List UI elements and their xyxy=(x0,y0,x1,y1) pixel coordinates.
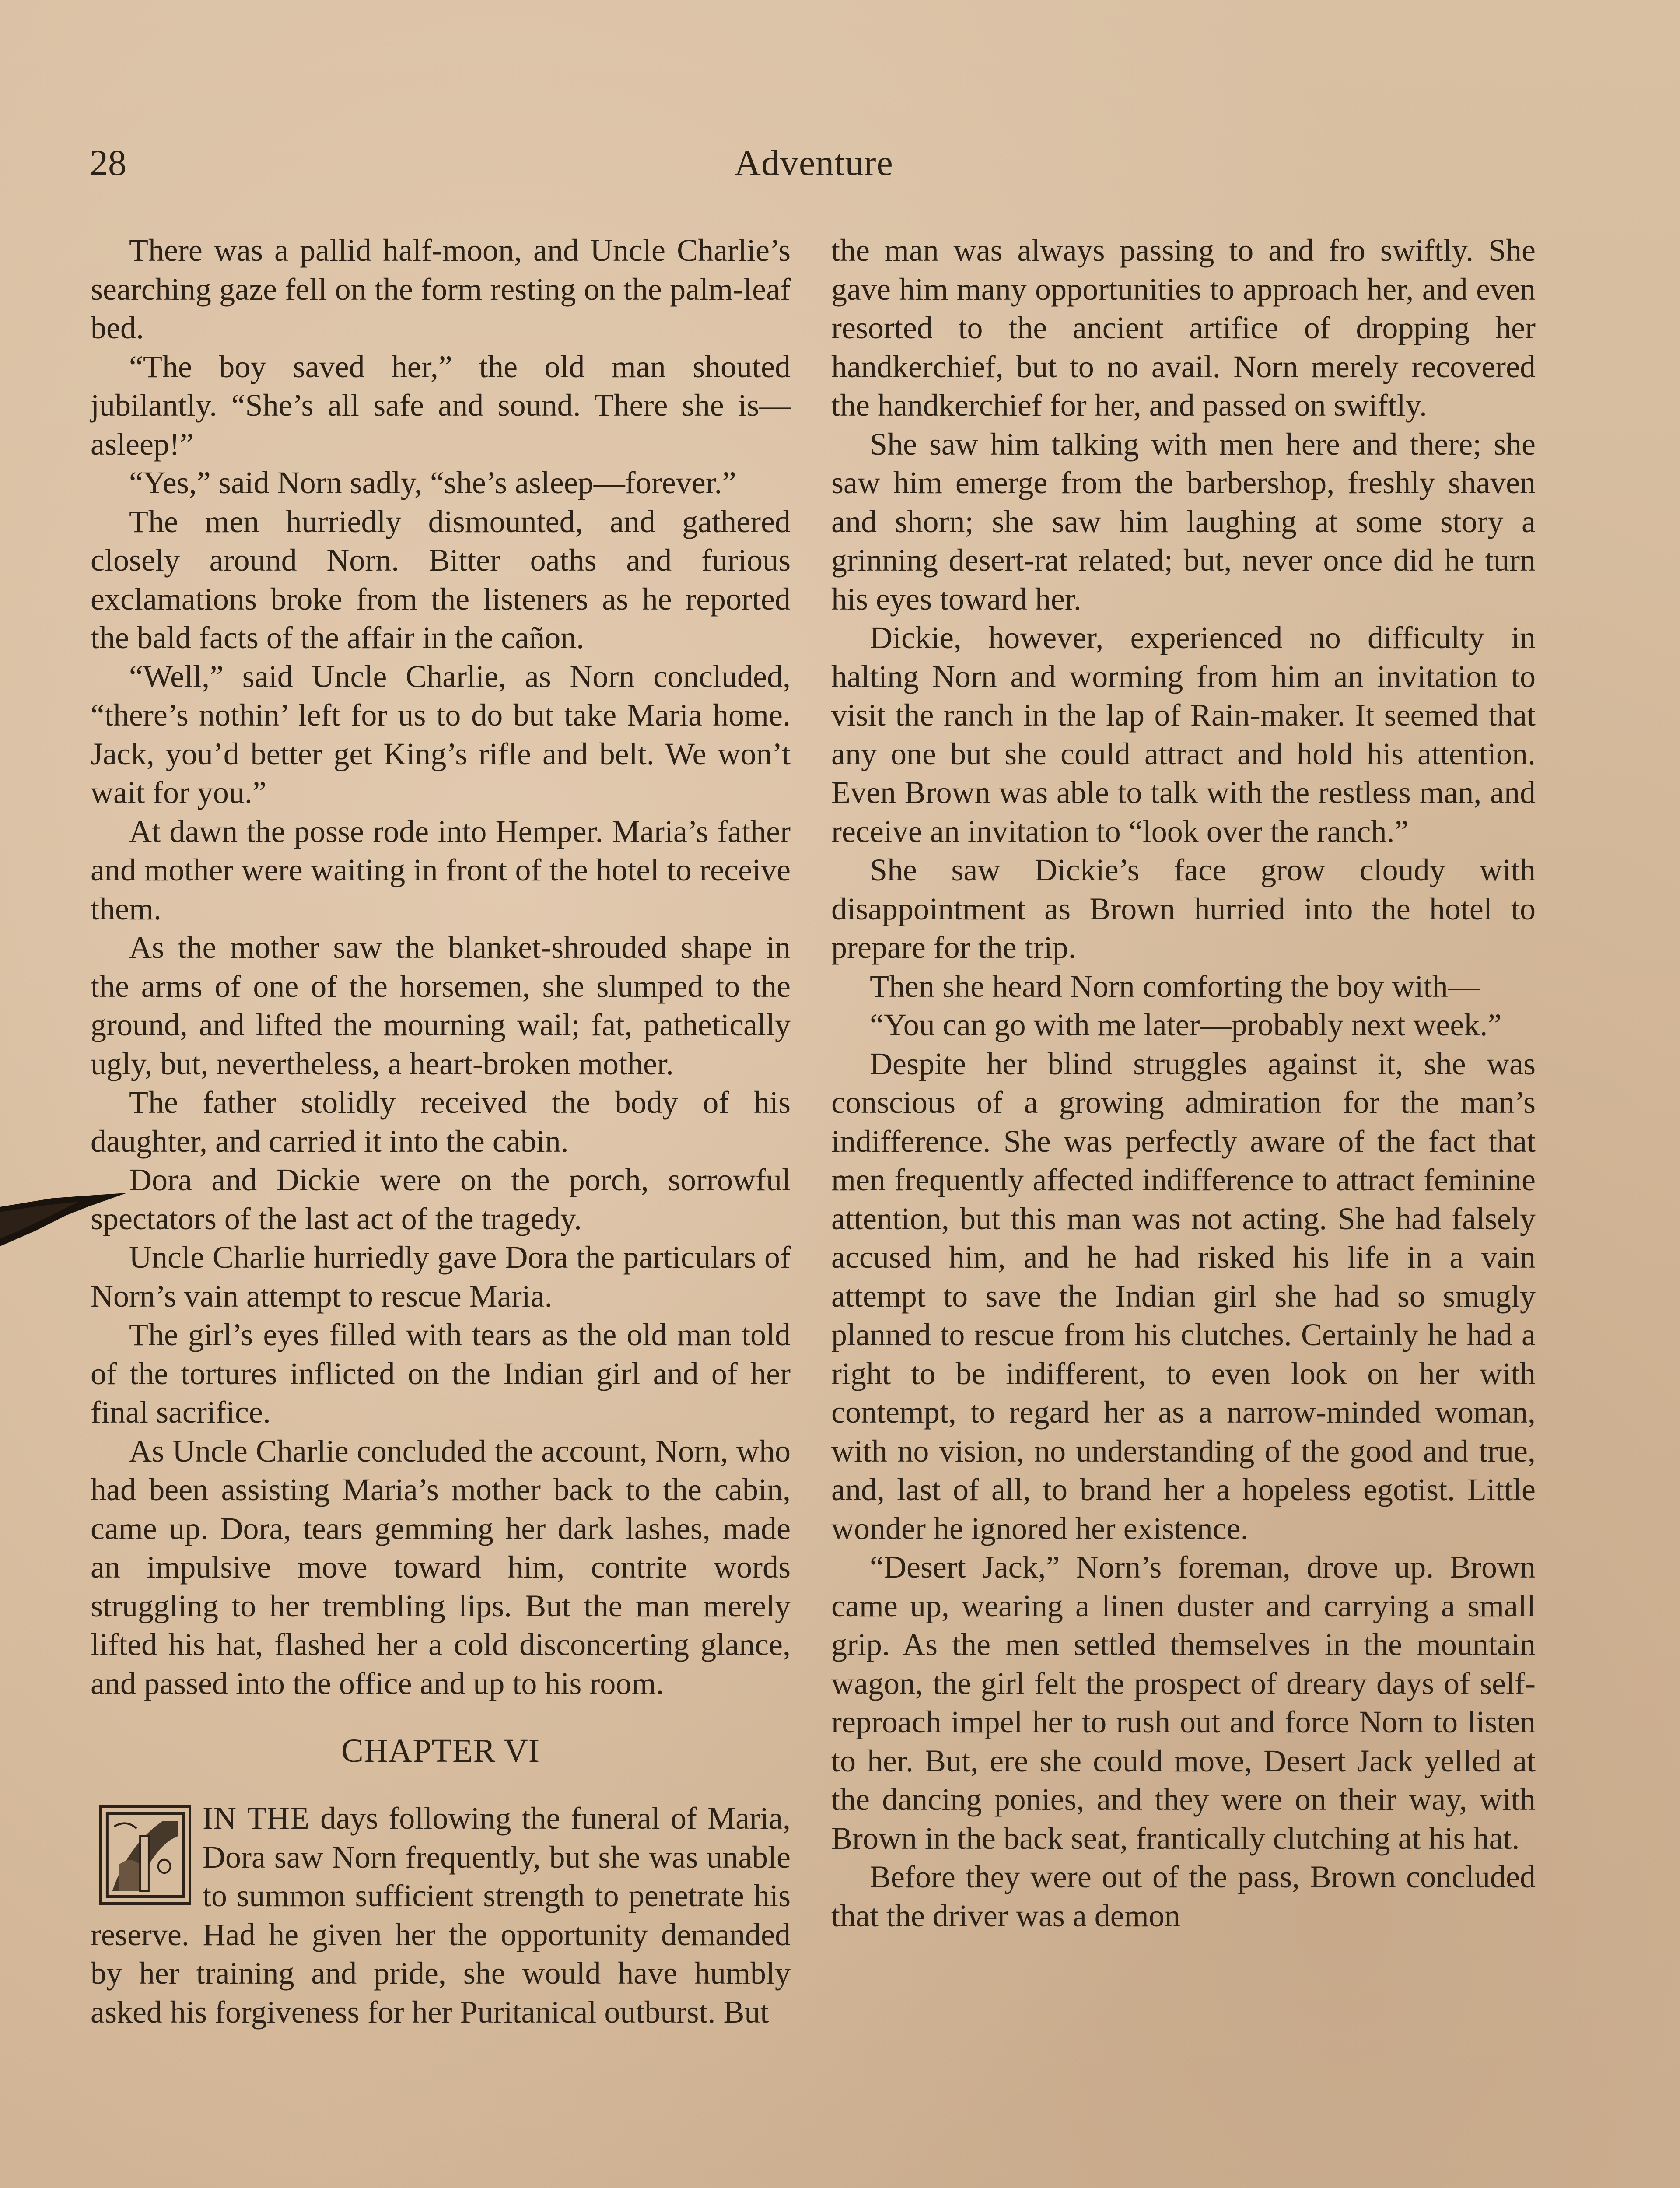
paragraph: The men hurriedly dismounted, and gathered closely around Norn. Bitter oaths and furious exclamations broke from the listeners as he reported the bald facts of the affair in the cañon. xyxy=(91,504,791,655)
chapter-opening-paragraph xyxy=(91,1799,791,2031)
paragraph: “You can go with me later—probably next week.” xyxy=(870,1007,1502,1042)
paragraph: There was a pallid half-moon, and Uncle Charlie’s searching gaze fell on the form resting on the palm-leaf bed. xyxy=(91,233,791,345)
paragraph: As Uncle Charlie concluded the account, Norn, who had been assisting Maria’s mother back to the cabin, came up. Dora, tears gemming her dark lashes, made an impulsive move toward him, contrite words struggling to her trembling lips. But the man merely lifted his hat, flashed her a cold disconcerting glance, and passed into the office and up to his room. xyxy=(91,1433,791,1701)
paragraph: She saw Dickie’s face grow cloudy with disappointment as Brown hurried into the hotel to prepare for the trip. xyxy=(831,852,1536,965)
page-header xyxy=(90,139,1538,187)
ornamental-initial-icon xyxy=(99,1805,191,1905)
paragraph: Uncle Charlie hurriedly gave Dora the particulars of Norn’s vain attempt to rescue Maria. xyxy=(91,1240,791,1314)
paragraph: Despite her blind struggles against it, she was conscious of a growing admiration for the man’s indifference. She was perfectly aware of the fact that men frequently affected indifference to attract feminine attention, but this man was not acting. She had falsely accused him, and he had risked his life in a vain attempt to save the Indian girl she had so smugly planned to rescue from his clutches. Certainly he had a right to be indifferent, to even look on her with contempt, to regard her as a narrow-minded woman, with no vision, no understanding of the good and true, and, last of all, to brand her a hopeless egotist. Little wonder he ignored her existence. xyxy=(831,1046,1536,1546)
paragraph: She saw him talking with men here and there; she saw him emerge from the barbershop, freshly shaven and shorn; she saw him laughing at some story a grinning desert-rat related; but, never once did he turn his eyes toward her. xyxy=(831,426,1536,617)
paragraph: Before they were out of the pass, Brown concluded that the driver was a demon xyxy=(831,1859,1536,1933)
left-column xyxy=(91,231,791,2031)
paragraph: At dawn the posse rode into Hemper. Maria’s father and mother were waiting in front of the hotel to receive them. xyxy=(91,813,791,926)
paragraph: The father stolidly received the body of his daughter, and carried it into the cabin. xyxy=(91,1085,791,1159)
running-head: Adventure xyxy=(734,143,893,183)
paragraph: The girl’s eyes filled with tears as the old man told of the tortures inflicted on the Indian girl and of her final sacrifice. xyxy=(91,1317,791,1430)
paragraph: Dora and Dickie were on the porch, sorrowful spectators of the last act of the tragedy. xyxy=(91,1162,791,1236)
chapter-lead-in: IN THE xyxy=(203,1801,310,1836)
paragraph: “Desert Jack,” Norn’s foreman, drove up. Brown came up, wearing a linen duster and carrying a small grip. As the men settled themselves in the mountain wagon, the girl felt the prospect of dreary days of self-reproach impel her to rush out and force Norn to listen to her. But, ere she could move, Desert Jack yelled at the dancing ponies, and they were on their way, with Brown in the back seat, frantically clutching at his hat. xyxy=(831,1550,1536,1856)
paragraph: Then she heard Norn comforting the boy with— xyxy=(870,968,1480,1004)
chapter-heading: CHAPTER VI xyxy=(341,1732,540,1769)
paragraph: As the mother saw the blanket-shrouded shape in the arms of one of the horsemen, she slumped to the ground, and lifted the mourning wail; fat, pathetically ugly, but, nevertheless, a heart-broken mother. xyxy=(91,930,791,1081)
paragraph: “Well,” said Uncle Charlie, as Norn concluded, “there’s nothin’ left for us to do but take Maria home. Jack, you’d better get King’s rifle and belt. We won’t wait for you.” xyxy=(91,659,791,810)
paragraph: Dickie, however, experienced no difficulty in halting Norn and worming from him an invitation to visit the ranch in the lap of Rain-maker. It seemed that any one but she could attract and hold his attention. Even Brown was able to talk with the restless man, and receive an invitation to “look over the ranch.” xyxy=(831,620,1536,849)
torn-paper-mark xyxy=(0,1189,131,1251)
chapter-paragraph-text: days following the funeral of Maria, Dora saw Norn frequently, but she was unable to summon sufficient strength to penetrate his reserve. Had he given her the opportunity demanded by her training and pride, she would have humbly asked his forgiveness for her Puritanical outburst. But xyxy=(91,1801,791,2030)
paragraph-continuation: the man was always passing to and fro swiftly. She gave him many opportunities to approach her, and even resorted to the ancient artifice of dropping her handkerchief, but to no avail. Norn merely recovered the handkerchief for her, and passed on swiftly. xyxy=(831,233,1536,423)
paragraph: “The boy saved her,” the old man shouted jubilantly. “She’s all safe and sound. There she is—asleep!” xyxy=(91,349,791,462)
paragraph: “Yes,” said Norn sadly, “she’s asleep—forever.” xyxy=(129,465,736,500)
page-number: 28 xyxy=(90,143,126,183)
right-column xyxy=(831,231,1536,1935)
